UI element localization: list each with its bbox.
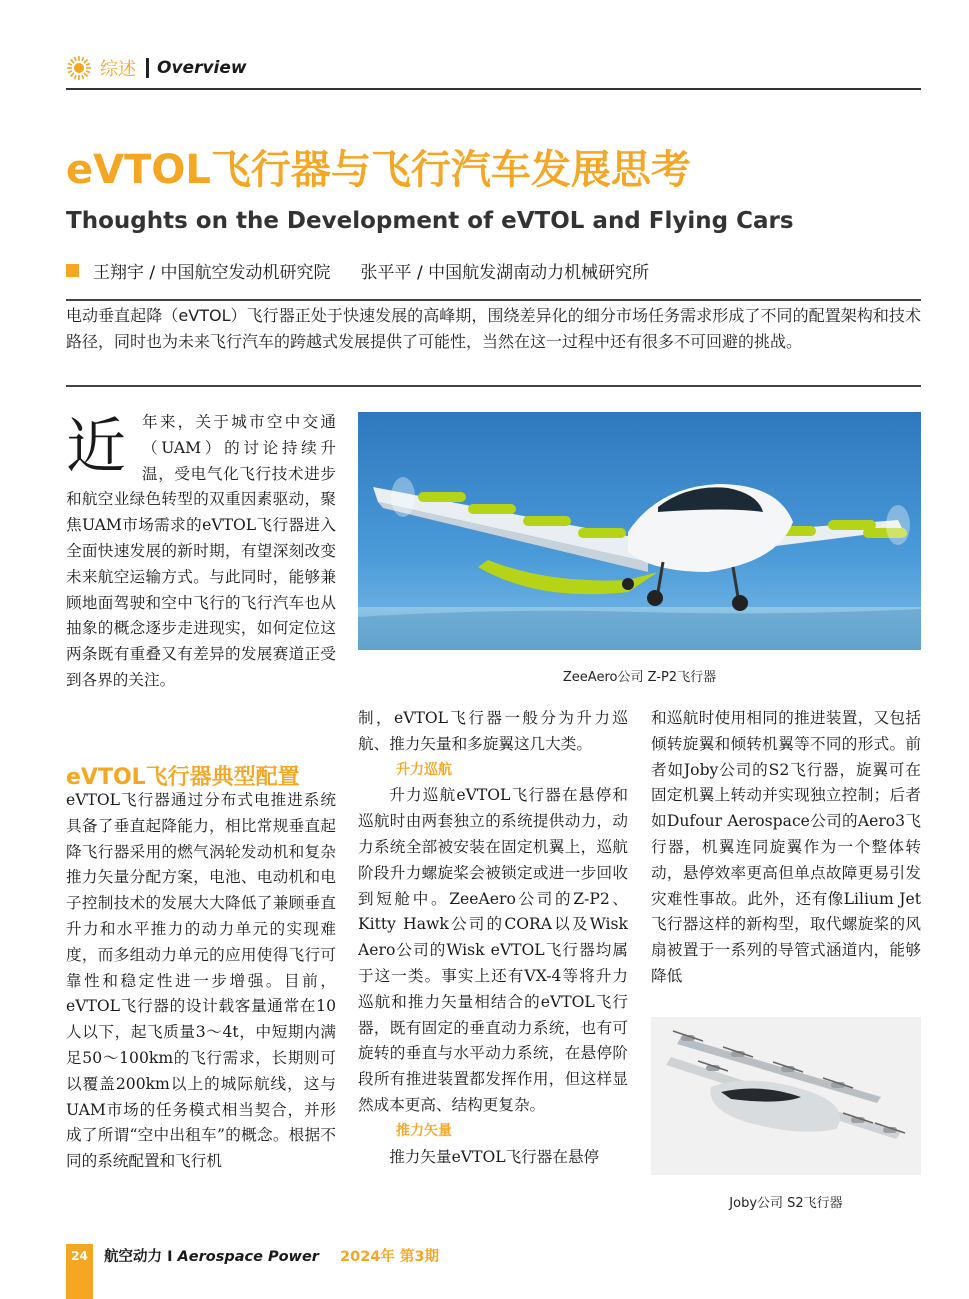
author-1: 王翔宇 / 中国航空发动机研究院 xyxy=(93,263,331,283)
abstract-rule-bottom xyxy=(66,385,921,387)
abstract-rule-top xyxy=(66,299,921,301)
intro-text: 年来，关于城市空中交通（UAM）的讨论持续升温，受电气化飞行技术进步和航空业绿色转型的双重因素驱动，聚焦UAM市场需求的eVTOL飞行器进入全面快速发展的新时期，有望深刻改变未来航空运输方式。与此同时，能够兼顾地面驾驶和空中飞行的飞行汽车也从抽象的概念逐步走进现实，如何定位这两条既有重叠又有差异的发展赛道正受到各界的关注。 xyxy=(66,413,336,689)
abstract: 电动垂直起降（eVTOL）飞行器正处于快速发展的高峰期，围绕差异化的细分市场任务需求形成了不同的配置架构和技术路径，同时也为未来飞行汽车的跨越式发展提供了可能性，当然在这一过程中还有很多不可回避的挑战。 xyxy=(66,306,921,351)
column-2-paragraph-3: 推力矢量eVTOL飞行器在悬停 xyxy=(389,1147,600,1166)
journal-name-en: Aerospace Power xyxy=(177,1249,319,1265)
author-line xyxy=(66,258,649,283)
figure-caption-1: ZeeAero公司 Z-P2飞行器 xyxy=(562,670,717,685)
column-3-text xyxy=(651,706,921,990)
column-1-paragraph: eVTOL飞行器通过分布式电推进系统具备了垂直起降能力，相比常规垂直起降飞行器采用的燃气涡轮发动机和复杂推力矢量分配方案，电池、电动机和电子控制技术的发展大大降低了兼顾垂直升力和水平推力的动力单元的实现难度，而多组动力单元的应用使得飞行可靠性和稳定性进一步增强。目前，eVTOL飞行器的设计载客量通常在10人以下，起飞质量3～4t，中短期内满足50～100km的飞行需求，长期则可以覆盖200km以上的城际航线，这与UAM市场的任务模式相当契合，并形成了所谓“空中出租车”的概念。根据不同的系统配置和飞行机 xyxy=(66,791,336,1171)
column-2-paragraph-1: 制，eVTOL飞行器一般分为升力巡航、推力矢量和多旋翼这几大类。 xyxy=(358,709,628,753)
section-label-en: Overview xyxy=(157,58,247,78)
journal-issue: 2024年 第3期 xyxy=(340,1249,440,1265)
section-label-cn: 综述 xyxy=(100,59,136,80)
column-1-text xyxy=(66,788,336,1175)
page-number: 24 xyxy=(71,1249,88,1263)
zeeaero-zp2-photo xyxy=(358,412,921,650)
column-2-paragraph-2: 升力巡航eVTOL飞行器在悬停和巡航时由两套独立的系统提供动力，动力系统全部被安装在固定机翼上，巡航阶段升力螺旋桨会被锁定或进一步回收到短舱中。ZeeAero公司的Z-P2、Kitty Hawk公司的CORA以及Wisk Aero公司的Wisk eVTOL飞行器均属于这一类。事实上还有VX-4等将升力巡航和推力矢量相结合的eVTOL飞行器，既有固定的垂直动力系统，也有可旋转的垂直与水平动力系统，在悬停阶段所有推进装置都发挥作用，但这样显然成本更高、结构更复杂。 xyxy=(358,786,628,1114)
drop-cap: 近 xyxy=(66,412,126,482)
article-title-en: Thoughts on the Development of eVTOL and Flying Cars xyxy=(66,208,794,234)
subheading-vectored-thrust: 推力矢量 xyxy=(396,1122,452,1139)
section-header xyxy=(66,54,247,82)
author-2: 张平平 / 中国航发湖南动力机械研究所 xyxy=(360,263,650,283)
figure-caption-2: Joby公司 S2飞行器 xyxy=(729,1196,843,1211)
footer-separator: I xyxy=(167,1249,173,1265)
intro-paragraph xyxy=(66,410,336,694)
section-divider xyxy=(146,58,149,78)
section-heading: eVTOL飞行器典型配置 xyxy=(66,765,300,790)
column-2-text xyxy=(358,706,628,1170)
journal-name-cn: 航空动力 xyxy=(104,1249,162,1265)
header-rule xyxy=(66,88,921,90)
sun-icon xyxy=(66,55,92,81)
author-marker xyxy=(66,264,79,277)
column-3-paragraph: 和巡航时使用相同的推进装置，又包括倾转旋翼和倾转机翼等不同的形式。前者如Joby公司的S2飞行器，旋翼可在固定机翼上转动并实现独立控制；后者如Dufour Aerospace公司的Aero3飞行器，机翼连同旋翼作为一个整体转动，悬停效率更高但单点故障更易引发灾难性事故。此外，还有像Lilium Jet飞行器这样的新构型，取代螺旋桨的风扇被置于一系列的导管式涵道内，能够降低 xyxy=(651,709,921,985)
journal-footer xyxy=(104,1245,439,1266)
joby-s2-photo xyxy=(651,1017,921,1175)
subheading-lift-cruise: 升力巡航 xyxy=(396,761,452,778)
article-title-cn: eVTOL飞行器与飞行汽车发展思考 xyxy=(66,147,691,193)
